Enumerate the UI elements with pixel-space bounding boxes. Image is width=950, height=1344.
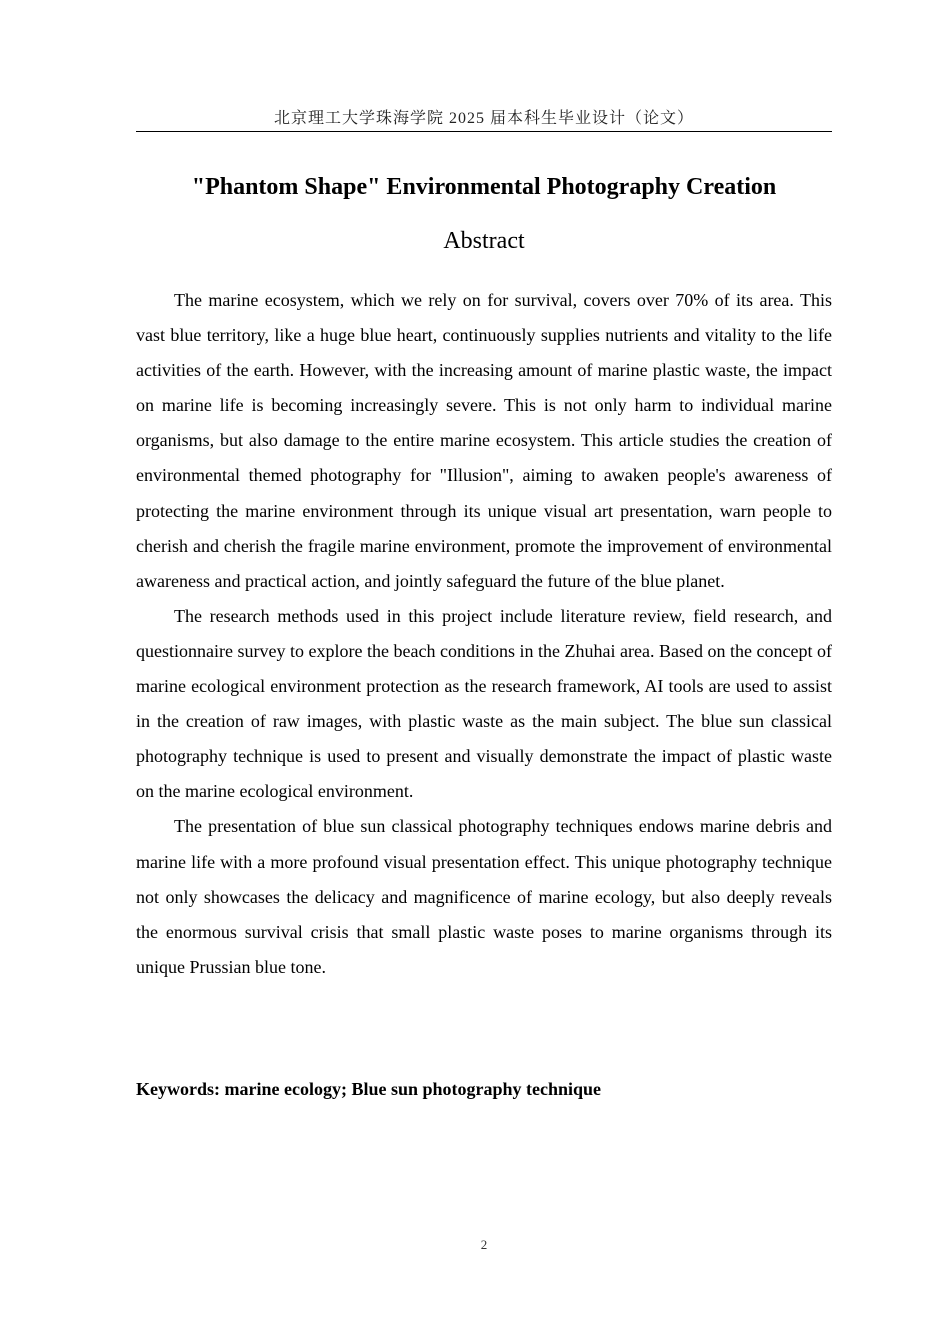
document-title: "Phantom Shape" Environmental Photography Creation bbox=[191, 174, 777, 200]
abstract-body bbox=[136, 283, 832, 985]
abstract-paragraph-3: The presentation of blue sun classical photography techniques endows marine debris and marine life with a more profound visual presentation effect. This unique photography technique not only showcases the delicacy and magnificence of marine ecology, but also deeply reveals the enormous survival crisis that small plastic waste poses to marine organisms through its unique Prussian blue tone. bbox=[136, 816, 832, 977]
abstract-heading: Abstract bbox=[443, 228, 525, 254]
header-divider bbox=[136, 131, 832, 132]
keywords-line: Keywords: marine ecology; Blue sun photography technique bbox=[136, 1079, 602, 1099]
page-header: 北京理工大学珠海学院 2025 届本科生毕业设计（论文） bbox=[273, 110, 694, 127]
abstract-paragraph-2: The research methods used in this project include literature review, field research, and questionnaire survey to explore the beach conditions in the Zhuhai area. Based on the concept of marine ecological environment protection as the research framework, AI tools are used to assist in the creation of raw images, with plastic waste as the main subject. The blue sun classical photography technique is used to present and visually demonstrate the impact of plastic waste on the marine ecological environment. bbox=[136, 605, 832, 802]
page-number: 2 bbox=[480, 1237, 488, 1252]
abstract-paragraph-1: The marine ecosystem, which we rely on for survival, covers over 70% of its area. This vast blue territory, like a huge blue heart, continuously supplies nutrients and vitality to the life activities of the earth. However, with the increasing amount of marine plastic waste, the impact on marine life is becoming increasingly severe. This is not only harm to individual marine organisms, but also damage to the entire marine ecosystem. This article studies the creation of environmental themed photography for "Illusion", aiming to awaken people's awareness of protecting the marine environment through its unique visual art presentation, warn people to cherish and cherish the fragile marine environment, promote the improvement of environmental awareness and practical action, and jointly safeguard the future of the blue planet. bbox=[136, 290, 832, 591]
